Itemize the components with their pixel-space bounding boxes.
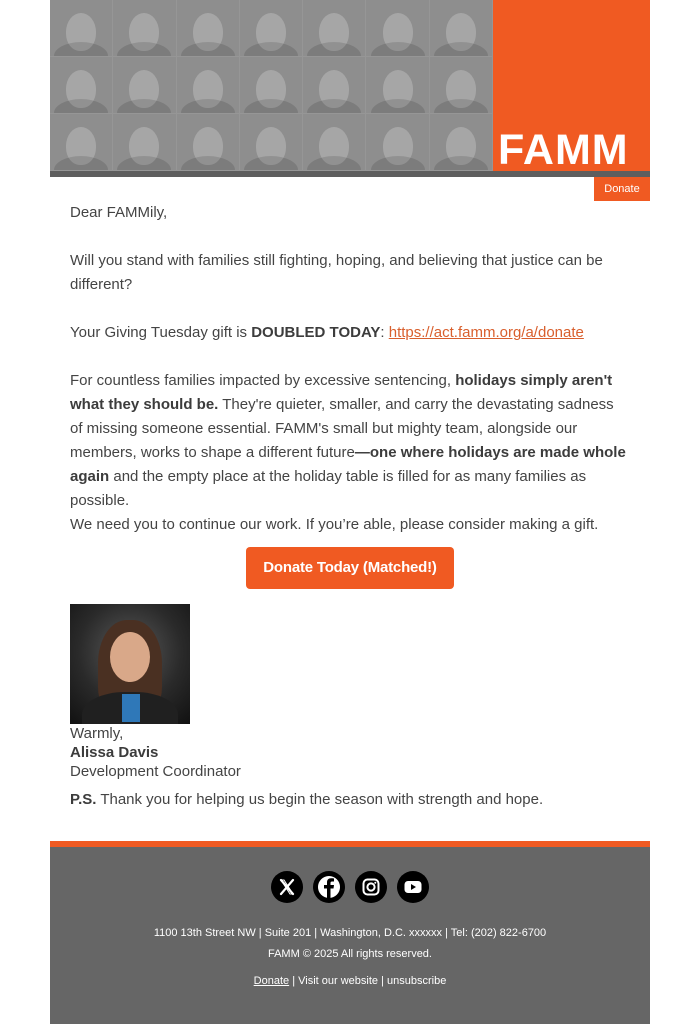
youtube-icon[interactable] <box>397 871 429 903</box>
footer-website-link[interactable]: Visit our website <box>298 975 379 987</box>
photo-tile <box>240 114 303 171</box>
paragraph-giving-tuesday <box>70 321 584 345</box>
unsubscribe-link[interactable]: unsubscribe <box>387 975 447 987</box>
header-banner <box>50 0 650 171</box>
header-divider <box>50 171 650 177</box>
social-links <box>50 871 650 903</box>
donate-top-button[interactable]: Donate <box>594 177 650 201</box>
footer-address-block <box>50 923 650 965</box>
photo-tile <box>240 0 303 57</box>
paragraph-need: We need you to continue our work. If you’re able, please consider making a gift. <box>70 516 599 533</box>
signature <box>70 724 241 781</box>
photo-tile <box>366 0 429 57</box>
photo-tile <box>177 57 240 114</box>
famm-logo <box>493 0 650 171</box>
greeting: Dear FAMMily, <box>70 204 168 221</box>
logo-text: FAMM <box>498 126 629 171</box>
photo-tile <box>50 114 113 171</box>
footer-copyright: FAMM © 2025 All rights reserved. <box>267 948 432 960</box>
doubled-today-text: DOUBLED TODAY <box>251 324 381 341</box>
photo-tile <box>366 114 429 171</box>
photo-tile <box>113 114 176 171</box>
paragraph-stand: Will you stand with families still fighting, hoping, and believing that justice can be different? <box>70 252 603 293</box>
photo-tile <box>113 0 176 57</box>
photo-tile <box>113 57 176 114</box>
facebook-icon[interactable] <box>313 871 345 903</box>
countless-text-3: and the empty place at the holiday table is filled for as many families as possible. <box>70 468 587 509</box>
postscript <box>70 789 543 811</box>
closing: Warmly, <box>70 725 124 742</box>
email-container <box>50 0 650 1024</box>
footer-separator: | <box>289 975 299 987</box>
member-photo-collage <box>50 0 493 171</box>
photo-tile <box>50 57 113 114</box>
countless-bold-2: —one where holidays are made whole again <box>70 444 626 485</box>
countless-text-2: They're quieter, smaller, and carry the devastating sadness of missing someone essential. FAMM's small but mighty team, alongside our members, works to shape a different future <box>70 396 614 461</box>
footer-donate-link[interactable]: Donate <box>253 975 290 987</box>
signer-portrait <box>70 604 190 724</box>
photo-tile <box>177 0 240 57</box>
photo-tile <box>177 114 240 171</box>
giving-colon: : <box>380 324 389 341</box>
signer-name: Alissa Davis <box>70 744 159 761</box>
footer-separator: | <box>378 975 387 987</box>
photo-tile <box>430 0 493 57</box>
countless-bold-1: holidays simply aren't what they should be. <box>70 372 613 413</box>
instagram-icon[interactable] <box>355 871 387 903</box>
photo-tile <box>50 0 113 57</box>
signer-title: Development Coordinator <box>70 763 241 780</box>
donate-url-link[interactable]: https://act.famm.org/a/donate <box>388 324 584 341</box>
photo-tile <box>366 57 429 114</box>
x-icon[interactable] <box>271 871 303 903</box>
donate-today-button[interactable]: Donate Today (Matched!) <box>246 547 454 589</box>
photo-tile <box>303 114 366 171</box>
ps-label: P.S. <box>70 791 97 808</box>
footer-links <box>50 975 650 987</box>
paragraph-countless-families <box>70 369 630 513</box>
giving-prefix: Your Giving Tuesday gift is <box>70 324 252 341</box>
photo-tile <box>303 57 366 114</box>
footer-address: 1100 13th Street NW | Suite 201 | Washington, D.C. xxxxxx | Tel: (202) 822-6700 <box>153 927 547 939</box>
photo-tile <box>240 57 303 114</box>
countless-text-1: For countless families impacted by excessive sentencing, <box>70 372 456 389</box>
photo-tile <box>430 57 493 114</box>
photo-tile <box>303 0 366 57</box>
ps-text: Thank you for helping us begin the season with strength and hope. <box>96 791 544 808</box>
photo-tile <box>430 114 493 171</box>
footer <box>50 841 650 1024</box>
